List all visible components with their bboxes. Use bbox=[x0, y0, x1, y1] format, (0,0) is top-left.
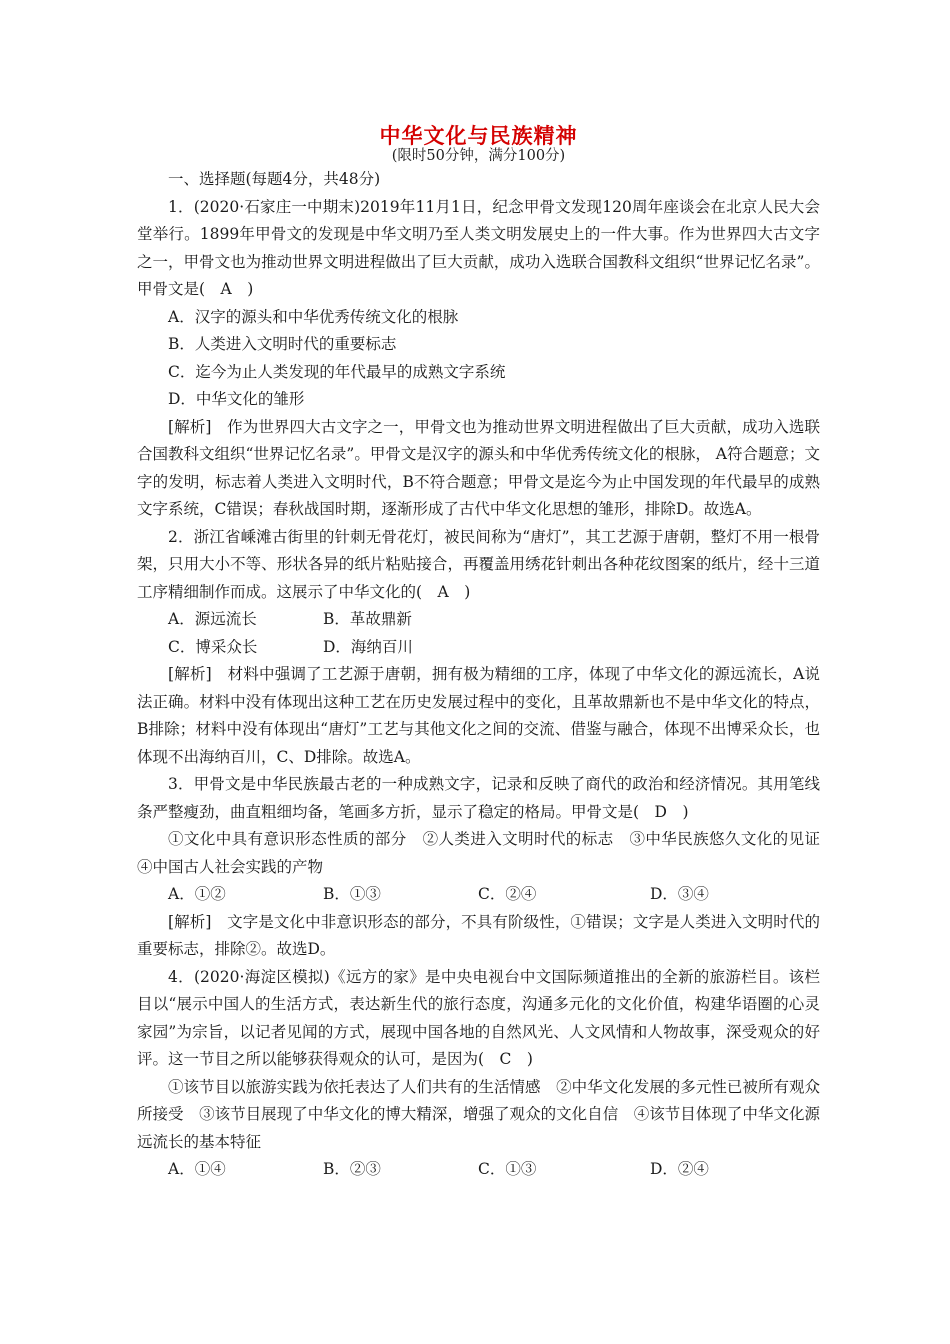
question-1-option-d: D．中华文化的雏形 bbox=[168, 390, 305, 408]
question-3-option-b: B．①③ bbox=[323, 885, 381, 903]
question-3-analysis: [解析] 文字是文化中非意识形态的部分，不具有阶级性，①错误；文字是人类进入文明时代的重要标志，排除②。故选D。 bbox=[137, 912, 820, 958]
question-2-options-row-1 bbox=[137, 606, 820, 634]
document-title: 中华文化与民族精神 bbox=[379, 123, 578, 148]
question-4-stem: 4．(2020·海淀区模拟)《远方的家》是中央电视台中文国际频道推出的全新的旅游栏目。该栏目以“展示中国人的生活方式，表达新生代的旅行态度，沟通多元化的文化价值，构建华语圈的心灵家园”为宗旨，以记者见闻的方式，展现中国各地的自然风光、人文风情和人物故事，深受观众的好评。这一节目之所以能够获得观众的认可，是因为( C ) bbox=[137, 967, 820, 1068]
question-3-stem: 3．甲骨文是中华民族最古老的一种成熟文字，记录和反映了商代的政治和经济情况。其用笔线条严整瘦劲，曲直粗细均备，笔画多方折，显示了稳定的格局。甲骨文是( D ) bbox=[137, 775, 820, 821]
question-2-options-row-2 bbox=[137, 634, 820, 662]
question-2-option-d: D．海纳百川 bbox=[323, 637, 413, 656]
question-2-option-a: A．源远流长 bbox=[168, 610, 257, 628]
question-1-option-c: C．迄今为止人类发现的年代最早的成熟文字系统 bbox=[168, 362, 506, 381]
question-4-statements: ①该节目以旅游实践为依托表达了人们共有的生活情感 ②中华文化发展的多元性已被所有观众所接受 ③该节目展现了中华文化的博大精深，增强了观众的文化自信 ④该节目体现了中华文化源远流长的基本特征 bbox=[137, 1077, 820, 1151]
question-4-option-d: D．②④ bbox=[650, 1160, 709, 1178]
question-1-stem: 1．(2020·石家庄一中期末)2019年11月1日，纪念甲骨文发现120周年座谈会在北京人民大会堂举行。1899年甲骨文的发现是中华文明乃至人类文明发展史上的一件大事。作为世界四大古文字之一，甲骨文也为推动世界文明进程做出了巨大贡献，成功入选联合国教科文组织“世界记忆名录”。甲骨文是( A ) bbox=[137, 197, 820, 298]
question-4-option-b: B．②③ bbox=[323, 1160, 381, 1178]
question-1-option-b: B．人类进入文明时代的重要标志 bbox=[168, 335, 397, 353]
question-4-options bbox=[137, 1156, 820, 1184]
question-3-statements: ①文化中具有意识形态性质的部分 ②人类进入文明时代的标志 ③中华民族悠久文化的见证 ④中国古人社会实践的产物 bbox=[137, 830, 836, 876]
question-2-option-c: C．博采众长 bbox=[168, 637, 258, 656]
question-3-option-d: D．③④ bbox=[650, 885, 709, 903]
question-3-option-c: C．②④ bbox=[478, 885, 537, 903]
question-2-analysis: [解析] 材料中强调了工艺源于唐朝，拥有极为精细的工序，体现了中华文化的源远流长，A说法正确。材料中没有体现出这种工艺在历史发展过程中的变化，且革故鼎新也不是中华文化的特点，B排除；材料中没有体现出“唐灯”工艺与其他文化之间的交流、借鉴与融合，体现不出博采众长，也体现不出海纳百川，C、D排除。故选A。 bbox=[137, 665, 820, 766]
question-2-stem: 2．浙江省嵊滩古街里的针刺无骨花灯，被民间称为“唐灯”，其工艺源于唐朝，整灯不用一根骨架，只用大小不等、形状各异的纸片粘贴接合，再覆盖用绣花针刺出各种花纹图案的纸片，经十三道工序精细制作而成。这展示了中华文化的( A ) bbox=[137, 527, 820, 601]
question-2-option-b: B．革故鼎新 bbox=[323, 610, 412, 628]
question-1-option-a: A．汉字的源头和中华优秀传统文化的根脉 bbox=[168, 307, 459, 326]
document-subtitle: (限时50分钟，满分100分) bbox=[391, 148, 566, 164]
question-3-option-a: A．①② bbox=[168, 885, 226, 903]
question-3-options bbox=[137, 881, 820, 909]
section-heading: 一、选择题(每题4分，共48分) bbox=[168, 170, 381, 188]
question-4-option-a: A．①④ bbox=[168, 1160, 226, 1178]
question-1-analysis: [解析] 作为世界四大古文字之一，甲骨文也为推动世界文明进程做出了巨大贡献，成功入选联合国教科文组织“世界记忆名录”。甲骨文是汉字的源头和中华优秀传统文化的根脉， A符合题意；文字的发明，标志着人类进入文明时代，B不符合题意；甲骨文是迄今为止中国发现的年代最早的成熟文字系统，C错误；春秋战国时期，逐渐形成了古代中华文化思想的雏形，排除D。故选A。 bbox=[137, 417, 820, 518]
question-4-option-c: C．①③ bbox=[478, 1160, 537, 1178]
